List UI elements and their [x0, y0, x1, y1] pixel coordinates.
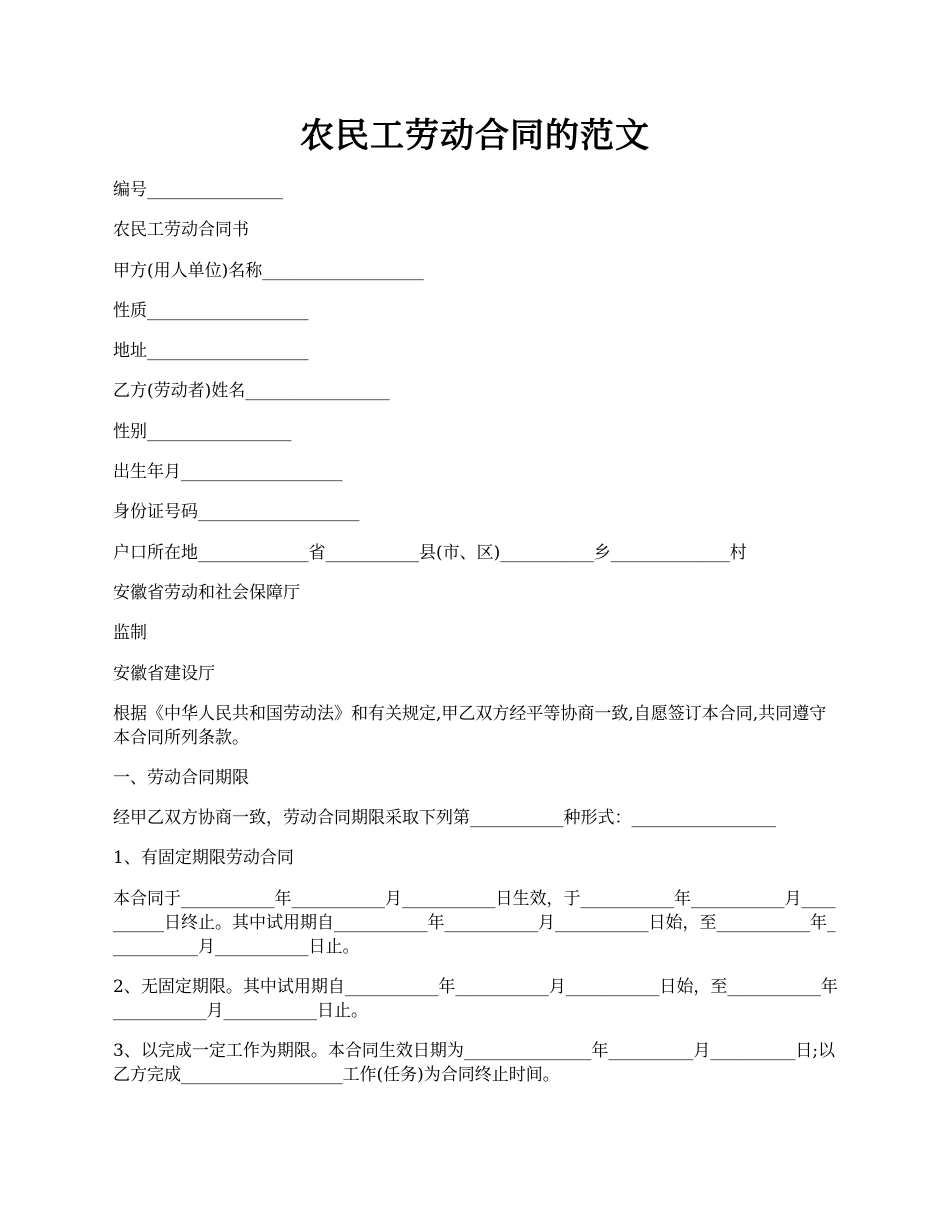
- document-body: [113, 178, 841, 1103]
- field-employer-name: 甲方(用人单位)名称___________________: [113, 260, 424, 281]
- field-id-number: 身份证号码___________________: [113, 502, 360, 523]
- field-worker-name: 乙方(劳动者)姓名_________________: [113, 381, 390, 402]
- term-option-fixed-detail: 本合同于___________年___________月___________日生效，于___________年___________月__________日终止。其中试用期自___________年___________月___________日始，至___________年___________月___________日止。: [113, 888, 836, 957]
- document-title: 农民工劳动合同的范文: [300, 116, 650, 156]
- field-household-registration: 户口所在地_____________省___________县(市、区)___________乡______________村: [113, 542, 747, 563]
- field-worker-gender: 性别_________________: [113, 421, 292, 442]
- term-option-task-based: 3、以完成一定工作为期限。本合同生效日期为_______________年__________月__________日;以乙方完成___________________工作(任务)为合同终止时间。: [113, 1040, 836, 1085]
- term-form-selection: 经甲乙双方协商一致，劳动合同期限采取下列第___________种形式：_________________: [113, 808, 776, 829]
- field-employer-nature: 性质___________________: [113, 300, 309, 321]
- preamble-paragraph: 根据《中华人民共和国劳动法》和有关规定,甲乙双方经平等协商一致,自愿签订本合同,共同遵守本合同所列条款。: [113, 703, 827, 748]
- issuer-labor-department: 安徽省劳动和社会保障厅: [113, 582, 300, 603]
- term-option-indefinite: 2、无固定期限。其中试用期自___________年___________月___________日始，至___________年___________月___________日止。: [113, 976, 838, 1021]
- issuer-construction-department: 安徽省建设厅: [113, 663, 215, 684]
- issuer-supervision-label: 监制: [113, 623, 147, 644]
- field-birth-date: 出生年月___________________: [113, 462, 343, 483]
- field-employer-address: 地址___________________: [113, 341, 309, 362]
- field-contract-number: 编号________________: [113, 180, 283, 200]
- section-heading-contract-term: 一、劳动合同期限: [113, 767, 249, 788]
- term-option-fixed-heading: 1、有固定期限劳动合同: [113, 848, 294, 869]
- contract-subtitle: 农民工劳动合同书: [113, 220, 249, 241]
